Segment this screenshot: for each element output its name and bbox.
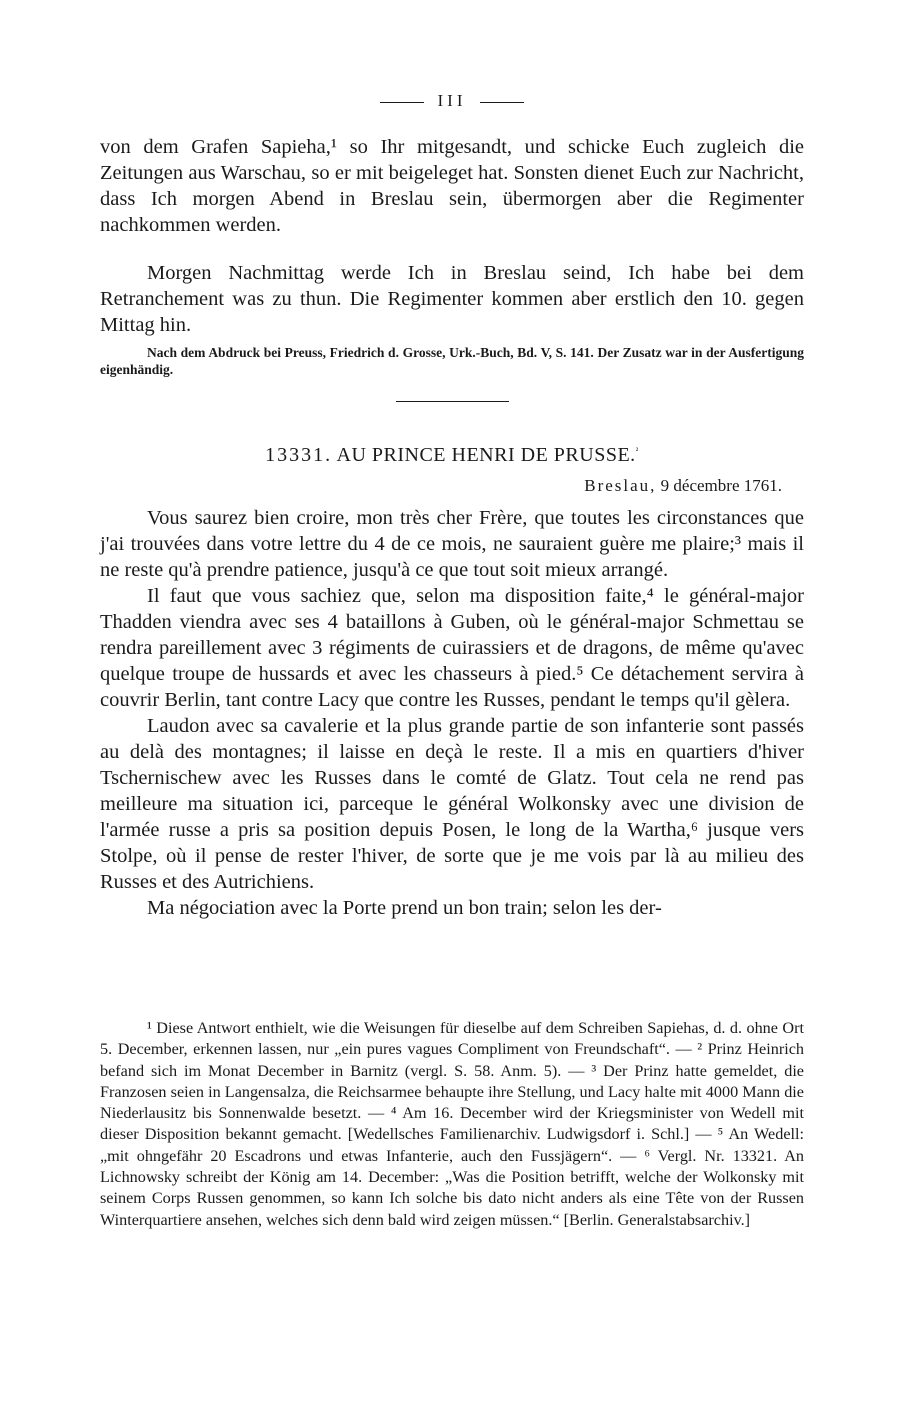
page-number: III [437,91,467,110]
footnote-text: ¹ Diese Antwort enthielt, wie die Weisungen für dieselbe auf dem Schreiben Sapiehas, d. d. ohne Ort 5. December, erkennen lassen, nur „ein pures vagues Compliment von Freundschaft“. — ² Prinz Heinrich befand sich im Monat December in Barnitz (vergl. S. 58. Anm. 5). — ³ Der Prinz hatte gemeldet, die Franzosen seien in Langensalza, die Reichsarmee behaupte ihre Stellung, und Lacy halte mit 4000 Mann die Niederlausitz bis Sonnenwalde besetzt. — ⁴ Am 16. December wird der Kriegsminister von Wedell mit dieser Disposition bekannt gemacht. [Wedellsches Familienarchiv. Ludwigsdorf i. Schl.] — ⁵ An Wedell: „mit ohngefähr 20 Escadrons und etwas Infanterie, auch den Fussjägern“. — ⁶ Vergl. Nr. 13321. An Lichnowsky schreibt der König am 14. December: „Was die Position betrifft, welche der Wolkonsky mit seinem Corps Russen genommen, so kann Ich solche bis dato nicht anders als eine Tête von der Russen Winterquartiere ansehen, welches sich denn bald wird zeigen müssen.“ [Berlin. Generalstabsarchiv.] [100,1019,804,1229]
letter-recipient: AU PRINCE HENRI DE PRUSSE. [336,444,636,466]
paragraph-continued: von dem Grafen Sapieha,¹ so Ihr mitgesandt, und schicke Euch zugleich die Zeitungen aus Warschau, so er mit beigeleget hat. Sonsten dienet Euch zur Nachricht, dass Ich morgen Abend in Breslau sein, übermorgen aber die Regimenter nachkommen werden. [100,136,804,236]
recipient-footnote-mark: ² [635,445,639,456]
header-rule-right [480,102,524,103]
source-note: Nach dem Abdruck bei Preuss, Friedrich d. Grosse, Urk.-Buch, Bd. V, S. 141. Der Zusatz war in der Ausfertigung eigenhändig. [100,345,804,377]
footnotes [100,1018,804,1231]
section-separator [396,401,509,402]
letter-paragraph: Il faut que vous sachiez que, selon ma disposition faite,⁴ le général-major Thadden viendra avec ses 4 bataillons à Guben, où le général-major Schmettau se rendra pareillement avec 3 régiments de cuirassiers et de dragons, de même qu'avec quelque troupe de hussards et avec les chasseurs à pied.⁵ Ce détachement servira à couvrir Berlin, tant contre Lacy que contre les Russes, pendant le temps qu'il gèlera. [100,585,804,711]
letter-date: 9 décembre 1761. [660,476,782,495]
letter-place: Breslau, [584,476,657,495]
running-header [100,91,804,115]
letter-dateline [584,476,782,496]
paragraph-postscript: Morgen Nachmittag werde Ich in Breslau seind, Ich habe bei dem Retranchement was zu thun. Die Regimenter kommen aber erstlich den 10. gegen Mittag hin. [100,262,804,336]
letter-heading [100,444,804,467]
letter-paragraph: Ma négociation avec la Porte prend un bon train; selon les der- [147,897,662,919]
top-paragraphs [100,134,804,378]
header-rule-left [380,102,424,103]
letter-body [100,505,804,921]
letter-paragraph: Laudon avec sa cavalerie et la plus grande partie de son infanterie sont passés au delà des montagnes; il laisse en deçà le reste. Il a mis en quartiers d'hiver Tschernischew avec les Russes dans le comté de Glatz. Tout cela ne rend pas meilleure ma situation ici, parceque le général Wolkonsky avec une division de l'armée russe a pris sa position depuis Posen, le long de la Wartha,⁶ jusque vers Stolpe, où il pense de rester l'hiver, de sorte que je me vois par là au milieu des Russes et des Autrichiens. [100,715,804,893]
letter-number: 13331. [265,444,333,466]
letter-paragraph: Vous saurez bien croire, mon très cher Frère, que toutes les circonstances que j'ai trouvées dans votre lettre du 4 de ce mois, ne sauraient guère me plaire;³ mais il ne reste qu'à prendre patience, jusqu'à ce que tout soit mieux arrangé. [100,507,804,581]
